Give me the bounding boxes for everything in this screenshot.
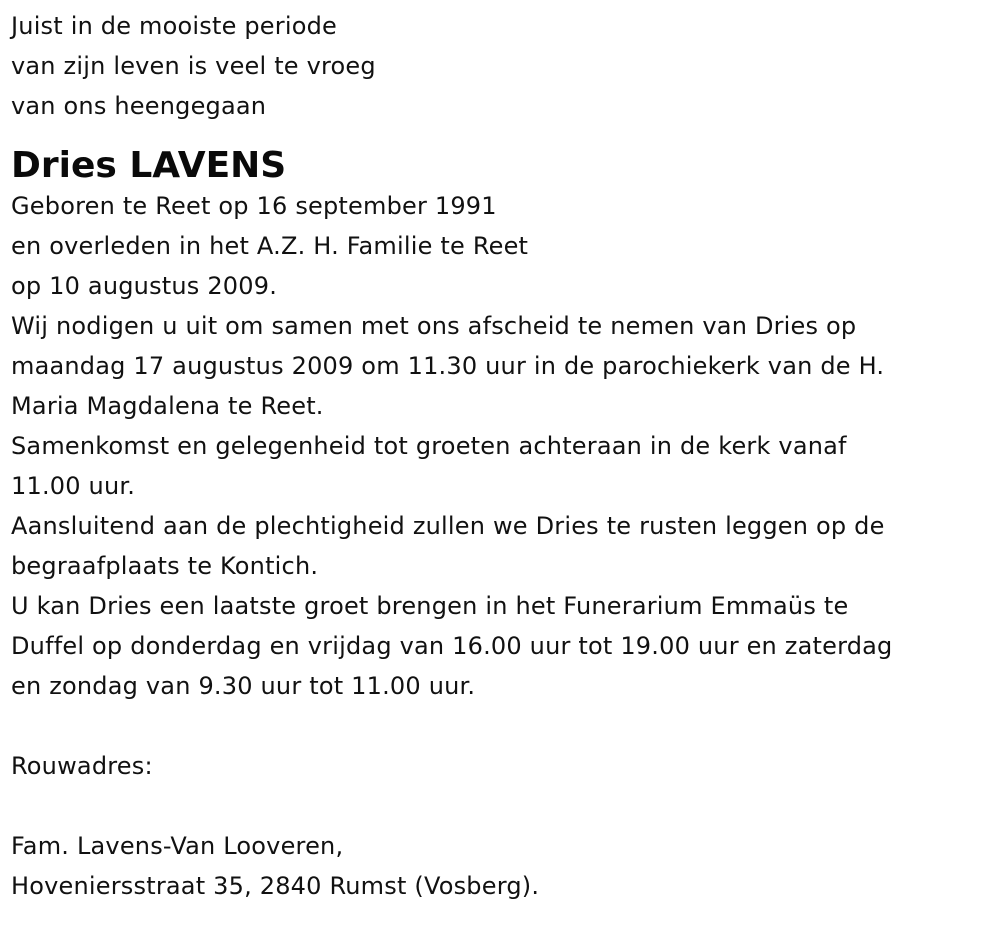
body-line: en overleden in het A.Z. H. Familie te Reet xyxy=(11,232,529,260)
deceased-name: Dries LAVENS xyxy=(11,145,287,186)
notice-body xyxy=(11,186,991,706)
mourning-address xyxy=(11,826,991,906)
spacer xyxy=(11,786,991,826)
body-line: Samenkomst en gelegenheid tot groeten achteraan in de kerk vanaf xyxy=(11,432,847,460)
body-line: Duffel op donderdag en vrijdag van 16.00 uur tot 19.00 uur en zaterdag xyxy=(11,632,893,660)
body-line: begraafplaats te Kontich. xyxy=(11,552,319,580)
address-line: Hoveniersstraat 35, 2840 Rumst (Vosberg). xyxy=(11,872,540,900)
intro-verse xyxy=(11,6,991,126)
body-line: Wij nodigen u uit om samen met ons afscheid te nemen van Dries op xyxy=(11,312,857,340)
address-label: Rouwadres: xyxy=(11,752,153,780)
body-line: Aansluitend aan de plechtigheid zullen we Dries te rusten leggen op de xyxy=(11,512,885,540)
address-line: Fam. Lavens-Van Looveren, xyxy=(11,832,344,860)
intro-line: van ons heengegaan xyxy=(11,92,267,120)
body-line: U kan Dries een laatste groet brengen in het Funerarium Emmaüs te xyxy=(11,592,849,620)
body-line: maandag 17 augustus 2009 om 11.30 uur in de parochiekerk van de H. xyxy=(11,352,885,380)
body-line: Maria Magdalena te Reet. xyxy=(11,392,324,420)
spacer xyxy=(11,706,991,746)
body-line: en zondag van 9.30 uur tot 11.00 uur. xyxy=(11,672,476,700)
body-line: 11.00 uur. xyxy=(11,472,136,500)
body-line: op 10 augustus 2009. xyxy=(11,272,278,300)
body-line: Geboren te Reet op 16 september 1991 xyxy=(11,192,497,220)
intro-line: Juist in de mooiste periode xyxy=(11,12,337,40)
obituary-notice xyxy=(11,6,991,906)
intro-line: van zijn leven is veel te vroeg xyxy=(11,52,376,80)
